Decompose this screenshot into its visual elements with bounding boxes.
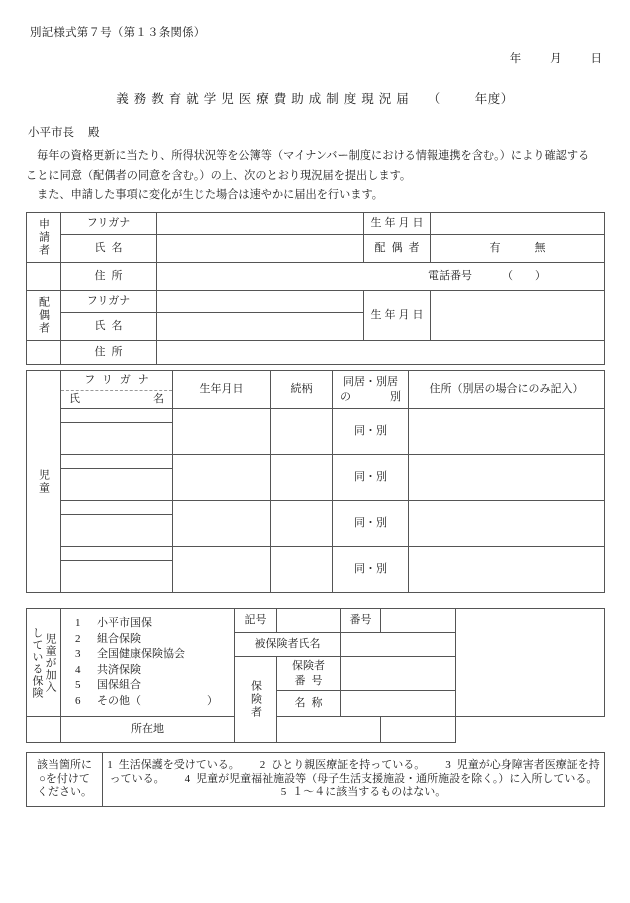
children-table xyxy=(26,370,605,593)
notes-instruction-line-2: ○を付けて xyxy=(39,772,90,785)
insurance-number-input[interactable] xyxy=(381,609,456,633)
insurer-number-label-l2: 番号 xyxy=(294,674,329,687)
insurance-option-6-num: 6 xyxy=(75,694,81,707)
insurance-option-2[interactable] xyxy=(75,632,234,648)
notes-option-1-num: 1 xyxy=(107,758,113,771)
insurance-option-1-label: 小平市国保 xyxy=(97,617,152,629)
phone-area-paren: （ ） xyxy=(502,269,546,282)
spouse-address-label: 住所 xyxy=(61,341,157,365)
applicant-label-spacer xyxy=(27,263,61,291)
insurance-option-5[interactable] xyxy=(75,678,234,694)
spouse-address-input[interactable] xyxy=(157,341,605,365)
child-1-residence-option[interactable]: 同・別 xyxy=(333,409,409,455)
phone-field[interactable] xyxy=(428,270,546,284)
insurer-label-spacer xyxy=(27,717,61,743)
child-4-birthdate-input[interactable] xyxy=(173,547,271,593)
insurer-location-input[interactable] xyxy=(277,717,381,743)
notes-option-1[interactable] xyxy=(107,759,240,771)
insurance-label-inner: している保険 xyxy=(31,626,43,699)
insurance-table xyxy=(26,608,605,743)
insurance-label-outer: 児童が加入 xyxy=(44,632,57,693)
insurer-location-label: 所在地 xyxy=(61,717,235,743)
applicant-label-text: 申請者 xyxy=(37,218,50,257)
insurance-option-3[interactable] xyxy=(75,647,234,663)
spouse-birthdate-input[interactable] xyxy=(431,291,605,341)
insurer-name-input[interactable] xyxy=(341,691,456,717)
applicant-birthdate-input[interactable] xyxy=(431,213,605,235)
children-relation-header: 続柄 xyxy=(271,371,333,409)
notes-option-3-num: 3 xyxy=(445,758,451,771)
spouse-label-text: 配偶者 xyxy=(37,296,50,335)
notes-option-2-num: 2 xyxy=(259,758,266,771)
child-4-residence-option[interactable]: 同・別 xyxy=(333,547,409,593)
insurance-option-4[interactable] xyxy=(75,663,234,679)
spouse-no-option[interactable]: 無 xyxy=(534,241,546,254)
date-year-label: 年 xyxy=(509,53,522,65)
children-residence-header-l2b: 別 xyxy=(390,390,401,403)
page-title-text: 義務教育就学児医療費助成制度現況届 xyxy=(116,92,414,106)
child-2-address-input[interactable] xyxy=(409,455,605,501)
children-birthdate-header: 生年月日 xyxy=(173,371,271,409)
insurance-number-label: 番号 xyxy=(341,609,381,633)
spouse-exists-options[interactable] xyxy=(431,235,605,263)
notes-option-2-text: ひとり親医療証を持っている。 xyxy=(271,758,426,771)
insured-name-label: 被保険者氏名 xyxy=(235,633,341,657)
spouse-name-input[interactable] xyxy=(157,313,364,341)
children-address-header: 住所（別居の場合にのみ記入） xyxy=(409,371,605,409)
notes-table xyxy=(26,752,605,807)
insurance-section-label xyxy=(27,609,61,717)
applicant-spouse-table xyxy=(26,212,605,365)
page-title xyxy=(0,89,630,107)
children-furigana-header: フリガナ xyxy=(61,372,172,391)
applicant-name-input[interactable] xyxy=(157,235,364,263)
intro-line-3: また、申請した事項に変化が生じた場合は速やかに届出を行います。 xyxy=(37,189,383,201)
date-line xyxy=(510,50,602,66)
child-3-name-input[interactable] xyxy=(61,515,173,547)
spouse-row-label xyxy=(27,291,61,341)
insured-name-input[interactable] xyxy=(341,633,456,657)
child-1-birthdate-input[interactable] xyxy=(173,409,271,455)
spouse-yes-option[interactable]: 有 xyxy=(489,241,501,254)
notes-option-5-text: １～４に該当するものはない。 xyxy=(292,786,447,799)
addressee-honorific: 殿 xyxy=(88,127,100,139)
applicant-address-input[interactable] xyxy=(157,263,605,291)
insurance-option-2-label: 組合保険 xyxy=(97,632,141,645)
child-4-relation-input[interactable] xyxy=(271,547,333,593)
insurance-option-5-label: 国保組合 xyxy=(97,679,141,691)
addressee-name: 小平市長 xyxy=(28,127,74,139)
children-residence-header xyxy=(333,371,409,409)
insurer-number-label xyxy=(277,657,341,691)
child-2-residence-option[interactable]: 同・別 xyxy=(333,455,409,501)
spouse-exists-label: 配偶者 xyxy=(364,235,431,263)
insurer-name-label: 名称 xyxy=(277,691,341,717)
child-2-furigana-input[interactable] xyxy=(61,455,173,469)
spouse-name-label: 氏名 xyxy=(61,313,157,341)
spouse-furigana-input[interactable] xyxy=(157,291,364,313)
fiscal-year-label: 年度） xyxy=(474,92,514,106)
child-2-relation-input[interactable] xyxy=(271,455,333,501)
notes-instruction-label xyxy=(27,753,103,807)
child-3-furigana-input[interactable] xyxy=(61,501,173,515)
applicant-address-label: 住所 xyxy=(61,263,157,291)
fiscal-year-field xyxy=(428,92,514,106)
child-3-residence-option[interactable]: 同・別 xyxy=(333,501,409,547)
applicant-furigana-label: フリガナ xyxy=(61,213,157,235)
notes-option-1-text: 生活保護を受けている。 xyxy=(118,758,240,771)
date-month-label: 月 xyxy=(550,53,562,65)
child-2-name-input[interactable] xyxy=(61,469,173,501)
document-number: 別記様式第７号（第１３条関係） xyxy=(30,27,206,39)
insurance-symbol-label: 記号 xyxy=(235,609,277,633)
notes-option-4-num: 4 xyxy=(184,772,191,785)
insurance-option-4-label: 共済保険 xyxy=(97,663,141,676)
insurer-number-label-l1: 保険者 xyxy=(292,660,325,673)
insurance-option-1[interactable] xyxy=(75,616,234,632)
notes-option-5-num: 5 xyxy=(280,786,287,799)
child-4-furigana-input[interactable] xyxy=(61,547,173,561)
phone-label: 電話番号 xyxy=(428,269,472,282)
notes-option-4-text: 児童が児童福祉施設等（母子生活支援施設・通所施設を除く。）に入所している。 xyxy=(196,772,598,785)
spouse-label-spacer xyxy=(27,341,61,365)
insurance-symbol-input[interactable] xyxy=(277,609,341,633)
addressee xyxy=(28,124,100,140)
child-2-birthdate-input[interactable] xyxy=(173,455,271,501)
notes-instruction-line-1: 該当箇所に xyxy=(37,758,92,771)
child-4-address-input[interactable] xyxy=(409,547,605,593)
spouse-furigana-label: フリガナ xyxy=(61,291,157,313)
insurance-right-blank-spacer xyxy=(381,717,456,743)
children-name-header xyxy=(61,371,173,409)
insurance-option-2-num: 2 xyxy=(75,632,81,645)
child-3-birthdate-input[interactable] xyxy=(173,501,271,547)
insurer-number-input[interactable] xyxy=(341,657,456,691)
child-1-relation-input[interactable] xyxy=(271,409,333,455)
notes-instruction-line-3: ください。 xyxy=(37,786,92,799)
notes-option-4[interactable] xyxy=(185,773,598,785)
insurance-right-blank xyxy=(456,609,605,717)
children-label-text: 児童 xyxy=(37,468,50,495)
children-name-header-left: 氏 xyxy=(69,393,80,405)
applicant-name-label: 氏名 xyxy=(61,235,157,263)
fiscal-year-open-paren: （ xyxy=(427,92,441,106)
notes-options-list[interactable] xyxy=(103,753,605,807)
spouse-birthdate-label: 生年月日 xyxy=(364,291,431,341)
insurance-option-3-num: 3 xyxy=(75,648,81,660)
insurance-option-1-num: 1 xyxy=(75,617,81,629)
insurance-option-6-label: その他（ xyxy=(97,694,141,707)
intro-line-1: 毎年の資格更新に当たり、所得状況等を公簿等（マイナンバー制度における情報連携を含む。）により確認する xyxy=(37,150,590,162)
children-residence-header-l2a: の xyxy=(340,390,351,403)
insurance-option-3-label: 全国健康保険協会 xyxy=(97,648,185,660)
applicant-birthdate-label: 生年月日 xyxy=(364,213,431,235)
insurance-option-6[interactable] xyxy=(75,694,234,710)
notes-option-5[interactable] xyxy=(281,786,447,798)
insurance-option-5-num: 5 xyxy=(75,679,81,691)
notes-option-2[interactable] xyxy=(260,759,426,771)
children-name-header-right: 名 xyxy=(153,393,164,405)
child-1-address-input[interactable] xyxy=(409,409,605,455)
insurance-options-list[interactable] xyxy=(61,609,235,717)
insurance-option-6-close: ） xyxy=(207,694,218,707)
child-4-name-input[interactable] xyxy=(61,561,173,593)
child-3-relation-input[interactable] xyxy=(271,501,333,547)
insurance-option-4-num: 4 xyxy=(75,663,81,676)
insurer-label xyxy=(235,657,277,743)
applicant-row-label xyxy=(27,213,61,263)
notes-option-3-text: 児童が心身障害者医療証を持っている。 xyxy=(109,758,600,785)
child-3-address-input[interactable] xyxy=(409,501,605,547)
insurer-label-text: 保険者 xyxy=(249,680,262,719)
child-1-name-input[interactable] xyxy=(61,423,173,455)
date-day-label: 日 xyxy=(590,53,602,65)
intro-paragraph xyxy=(26,147,606,206)
children-residence-header-l1: 同居・別居 xyxy=(343,376,398,389)
applicant-furigana-input[interactable] xyxy=(157,213,364,235)
intro-line-2: ことに同意（配偶者の同意を含む。）の上、次のとおり現況届を提出します。 xyxy=(26,169,412,182)
children-section-label xyxy=(27,371,61,593)
child-1-furigana-input[interactable] xyxy=(61,409,173,423)
